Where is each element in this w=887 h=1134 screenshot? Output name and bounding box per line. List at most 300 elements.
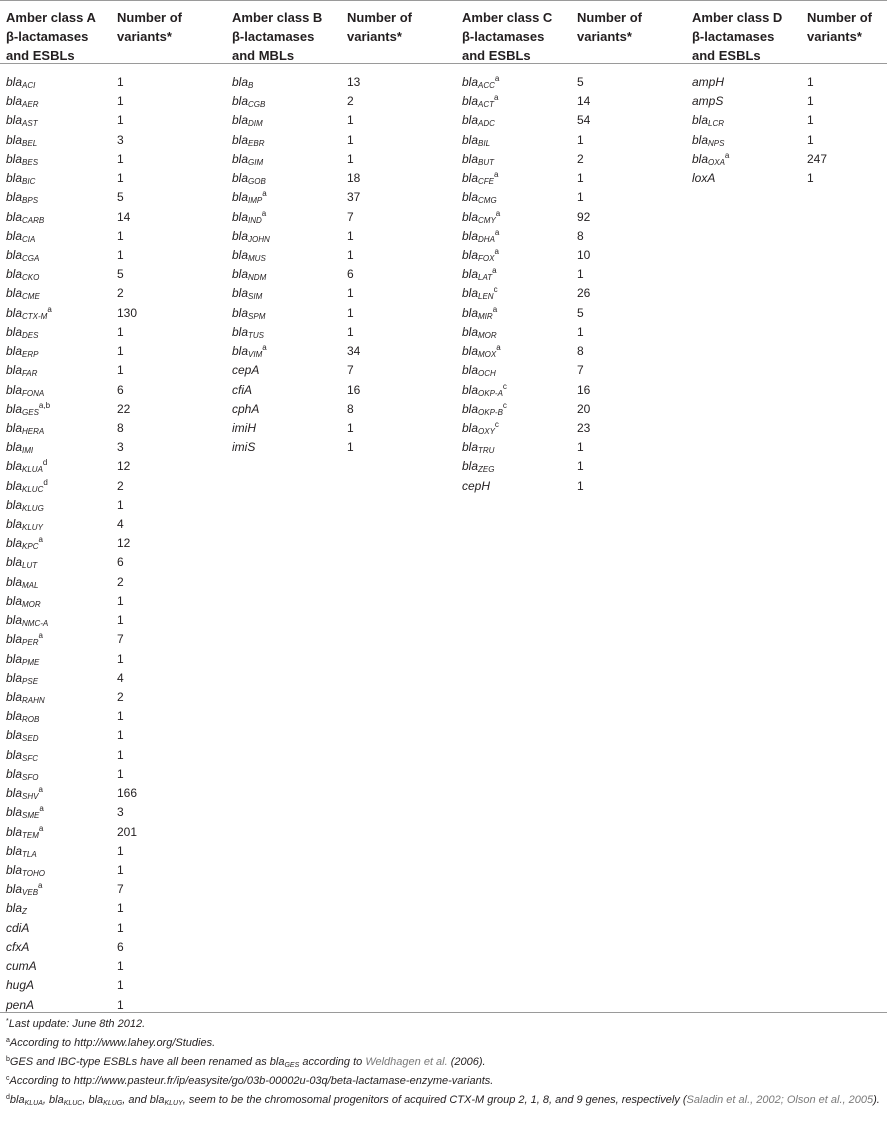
gene-name (692, 73, 724, 92)
gene-base: bla (6, 613, 23, 628)
variant-count: 37 (347, 190, 361, 205)
table-row (6, 131, 236, 150)
gene-name (6, 208, 44, 227)
variant-count: 1 (347, 420, 354, 435)
table-row (232, 111, 462, 130)
gene-name (462, 131, 490, 150)
gene-base: bla (462, 382, 479, 397)
citation-link[interactable]: Weldhagen et al. (365, 1056, 448, 1068)
variant-count: 1 (347, 286, 354, 301)
gene-subscript: AST (22, 119, 38, 129)
table-row (6, 265, 236, 284)
header-class-c (462, 8, 552, 65)
table-row (692, 169, 887, 188)
gene-name (6, 304, 52, 323)
footnote-mark: a (38, 881, 43, 891)
gene-name (692, 169, 715, 188)
variant-count: 5 (117, 267, 124, 282)
variant-count: 8 (347, 401, 354, 416)
gene-base: bla (462, 459, 479, 474)
gene-name (6, 400, 50, 419)
gene-base: ampH (692, 75, 725, 89)
table-row (6, 515, 236, 534)
gene-name (6, 477, 48, 496)
header-class-b (232, 8, 322, 65)
gene-subscript: CGB (248, 100, 266, 110)
footnote-mark: * (6, 1018, 9, 1025)
footnote-mark: a (261, 208, 267, 218)
gene-name (6, 169, 35, 188)
gene-name (232, 131, 264, 150)
gene-name (692, 111, 724, 130)
variant-count: 1 (117, 497, 124, 512)
gene-name (232, 438, 255, 457)
gene-subscript: CARB (22, 215, 45, 225)
header-line: Number of (807, 10, 872, 25)
table-row (462, 284, 692, 303)
gene-name (232, 73, 253, 92)
variant-count: 1 (117, 75, 124, 89)
gene-subscript: DIM (248, 119, 263, 129)
table-row (6, 496, 236, 515)
gene-subscript: ACI (22, 81, 36, 90)
gene-subscript: MOX (478, 350, 497, 360)
variant-count: 1 (117, 843, 124, 858)
table-row (6, 842, 236, 861)
header-count-b (347, 8, 412, 46)
table-row (462, 208, 692, 227)
variant-count: 1 (807, 171, 814, 186)
gene-name (6, 419, 44, 438)
gene-name (462, 457, 494, 476)
gene-name (6, 938, 29, 957)
gene-base: bla (6, 497, 23, 512)
footnote-text: Last update: June 8th 2012. (8, 1018, 146, 1030)
gene-name (462, 208, 500, 227)
table-row (6, 323, 236, 342)
variant-count: 7 (347, 209, 354, 224)
gene-subscript: PME (22, 657, 40, 667)
variant-count: 26 (577, 286, 591, 301)
gene-base: bla (6, 305, 23, 320)
table-row (232, 323, 462, 342)
header-line: β-lactamases (462, 29, 545, 44)
footnote-mark: a (494, 170, 499, 180)
variant-count: 1 (117, 766, 124, 781)
table-row (232, 265, 462, 284)
gene-subscript: KPC (22, 542, 39, 552)
table-row (6, 803, 236, 822)
gene-base: bla (6, 478, 23, 493)
gene-base: bla (6, 171, 23, 186)
variant-count: 7 (117, 882, 124, 897)
gene-name (462, 150, 494, 169)
header-line: β-lactamases (232, 29, 315, 44)
gene-subscript: B (248, 81, 254, 90)
gene-base: bla (6, 75, 23, 89)
variant-count: 1 (347, 113, 354, 128)
header-line: Number of (347, 10, 412, 25)
table-row (232, 188, 462, 207)
table-row (6, 746, 236, 765)
variant-count: 6 (347, 267, 354, 282)
variant-count: 1 (347, 324, 354, 339)
variant-count: 2 (117, 286, 124, 301)
gene-base: bla (6, 190, 23, 205)
gene-base: bla (462, 344, 479, 359)
gene-base: bla (462, 190, 479, 205)
gene-name (6, 515, 43, 534)
table-row (462, 188, 692, 207)
gene-subscript: CTX-M (22, 311, 48, 321)
gene-name (6, 534, 43, 553)
gene-name (6, 688, 45, 707)
gene-name (232, 227, 270, 246)
variant-count: 1 (117, 363, 124, 378)
table-row (232, 246, 462, 265)
gene-subscript: MOR (22, 599, 41, 609)
gene-name (462, 323, 497, 342)
gene-base: bla (6, 228, 23, 243)
table-row (692, 111, 887, 130)
gene-subscript: BIL (478, 138, 491, 148)
gene-subscript: NDM (248, 273, 267, 283)
gene-base: bla (462, 286, 479, 301)
variant-count: 12 (117, 536, 131, 551)
footnote-mark: d (42, 458, 48, 468)
gene-name (232, 284, 262, 303)
table-row (6, 208, 236, 227)
table-row (692, 73, 887, 92)
gene-subscript: FONA (22, 388, 45, 398)
gene-name (232, 150, 263, 169)
variant-count: 7 (347, 363, 354, 378)
gene-name (6, 899, 27, 918)
gene-base: bla (6, 401, 23, 416)
gene-base: bla (462, 75, 479, 89)
variant-count: 92 (577, 209, 591, 224)
gene-name (6, 150, 38, 169)
gene-base: imiH (232, 420, 256, 435)
footnote-mark: c (494, 419, 499, 429)
footnote-mark: a (262, 343, 267, 353)
variant-count: 1 (347, 440, 354, 455)
gene-base: bla (6, 382, 23, 397)
gene-name (232, 111, 263, 130)
citation-link[interactable]: Olson et al., 2005 (786, 1094, 874, 1106)
header-line: Amber class A (6, 10, 96, 25)
gene-subscript: MAL (22, 580, 39, 590)
header-line: β-lactamases (6, 29, 89, 44)
footnote-text: , bla (82, 1094, 104, 1106)
gene-name (232, 342, 267, 361)
gene-subscript: IMI (22, 446, 34, 456)
gene-subscript: LEN (478, 292, 494, 302)
variant-count: 1 (577, 440, 584, 455)
table-row (692, 92, 887, 111)
gene-name (6, 669, 38, 688)
citation-link[interactable]: Saladin et al., 2002; (686, 1094, 784, 1106)
footnote-mark: a (492, 266, 497, 276)
gene-subscript: LAT (478, 273, 493, 283)
header-line: Number of (117, 10, 182, 25)
gene-base: bla (232, 305, 249, 320)
table-row (6, 400, 236, 419)
variant-count: 6 (117, 555, 124, 570)
gene-name (232, 92, 265, 111)
header-count-a (117, 8, 182, 46)
gene-subscript: OCH (478, 369, 496, 379)
gene-name (6, 726, 38, 745)
table-row (6, 650, 236, 669)
gene-name (6, 246, 39, 265)
table-row (462, 381, 692, 400)
gene-subscript: DHA (478, 234, 495, 244)
table-row (232, 304, 462, 323)
variant-count: 247 (807, 151, 828, 166)
variant-count: 1 (347, 305, 354, 320)
gene-base: bla (232, 132, 249, 147)
gene-subscript: SIM (248, 292, 263, 302)
table-row (6, 784, 236, 803)
footnote-mark: a (38, 631, 43, 641)
gene-base: bla (6, 862, 23, 877)
gene-base: bla (462, 171, 479, 186)
gene-name (6, 650, 39, 669)
table-row (6, 361, 236, 380)
gene-subscript: KLUG (22, 503, 44, 513)
gene-base: cepA (232, 363, 260, 378)
variant-count: 34 (347, 344, 361, 359)
footnotes (6, 1016, 882, 1111)
gene-base: bla (232, 267, 249, 282)
variant-count: 1 (117, 344, 124, 359)
table-row (6, 92, 236, 111)
footnote-mark: a,b (38, 400, 51, 410)
variant-count: 1 (347, 228, 354, 243)
footnote-mark: a (38, 535, 43, 545)
table-row (462, 92, 692, 111)
table-row (462, 111, 692, 130)
table-row (462, 304, 692, 323)
footnote-subscript: KLUY (164, 1100, 183, 1107)
footnote-b (6, 1054, 882, 1070)
table-row (6, 246, 236, 265)
gene-subscript: ADC (478, 119, 495, 129)
variant-count: 1 (117, 171, 124, 186)
gene-subscript: OXY (478, 426, 495, 436)
gene-name (6, 592, 41, 611)
footnote-text: According to http://www.pasteur.fr/ip/easysite/go/03b-00002u-03q/beta-lactamase-enzyme-variants. (9, 1075, 494, 1087)
footnote-text: , and bla (122, 1094, 165, 1106)
table-row (6, 726, 236, 745)
header-count-d (807, 8, 872, 46)
variant-count: 12 (117, 459, 131, 474)
gene-base: bla (6, 440, 23, 455)
header-line: Amber class C (462, 10, 553, 25)
gene-base: bla (232, 94, 249, 109)
table-row (462, 73, 692, 92)
gene-name (462, 227, 499, 246)
gene-subscript: CKO (22, 273, 40, 283)
gene-base: bla (462, 324, 479, 339)
variant-count: 22 (117, 401, 131, 416)
gene-name (692, 150, 729, 169)
footnote-mark: c (493, 285, 498, 295)
variant-count: 201 (117, 824, 138, 839)
gene-base: bla (6, 420, 23, 435)
gene-base: bla (6, 247, 23, 262)
variant-count: 13 (347, 75, 361, 89)
gene-name (462, 304, 497, 323)
gene-base: bla (232, 324, 249, 339)
gene-subscript: MOR (478, 330, 497, 340)
gene-name (462, 92, 498, 111)
gene-name (462, 111, 495, 130)
gene-name (6, 361, 37, 380)
gene-name (6, 880, 42, 899)
gene-base: bla (6, 459, 23, 474)
table-row (232, 342, 462, 361)
footnote-mark: a (492, 304, 498, 314)
gene-subscript: VEB (22, 888, 39, 898)
gene-name (232, 169, 266, 188)
variant-count: 14 (577, 94, 591, 109)
gene-base: cfiA (232, 382, 253, 397)
footnote-a (6, 1035, 882, 1051)
gene-subscript: BPS (22, 196, 39, 206)
footnote-mark: d (43, 477, 48, 487)
gene-base: cfxA (6, 939, 30, 954)
gene-name (462, 477, 490, 496)
gene-base: bla (232, 344, 249, 359)
gene-subscript: NMC-A (22, 619, 49, 629)
gene-base: bla (692, 132, 709, 147)
gene-subscript: CIA (22, 234, 36, 244)
gene-name (6, 188, 38, 207)
table-row (6, 823, 236, 842)
table-row (462, 457, 692, 476)
gene-base: bla (6, 267, 23, 282)
table-row (6, 880, 236, 899)
gene-base: bla (6, 209, 23, 224)
table-row (6, 707, 236, 726)
gene-subscript: AER (22, 100, 39, 110)
footnote-subscript: KLUA (24, 1100, 43, 1107)
table-row (6, 227, 236, 246)
gene-subscript: OXA (708, 157, 725, 167)
gene-subscript: PSE (22, 676, 39, 686)
variant-count: 1 (577, 267, 584, 282)
gene-subscript: SFC (22, 753, 39, 763)
gene-base: bla (6, 805, 23, 820)
variant-count: 6 (117, 382, 124, 397)
gene-subscript: SPM (248, 311, 266, 321)
gene-base: bla (462, 267, 479, 282)
variant-count: 16 (577, 382, 591, 397)
gene-name (6, 92, 38, 111)
footnote-divider (0, 1012, 887, 1013)
table-row (6, 150, 236, 169)
gene-name (692, 131, 724, 150)
variant-count: 2 (117, 478, 124, 493)
variant-count: 16 (347, 382, 361, 397)
gene-base: bla (6, 113, 23, 128)
variant-count: 1 (117, 228, 124, 243)
footnote-subscript: KLUG (103, 1100, 123, 1107)
column-class-c (462, 73, 692, 496)
variant-count: 54 (577, 113, 591, 128)
footnote-mark: c (6, 1075, 10, 1082)
gene-base: bla (462, 363, 479, 378)
table-row (6, 688, 236, 707)
gene-name (232, 381, 252, 400)
table-row (6, 534, 236, 553)
table-row (6, 438, 236, 457)
header-line: and ESBLs (692, 48, 761, 63)
gene-name (462, 342, 501, 361)
gene-base: cdiA (6, 920, 30, 935)
gene-subscript: ACT (478, 100, 495, 110)
variant-count: 1 (347, 247, 354, 262)
variant-count: 2 (117, 574, 124, 589)
gene-subscript: ACC (478, 81, 495, 90)
gene-subscript: KLUA (22, 465, 43, 475)
gene-name (6, 630, 43, 649)
gene-subscript: FAR (22, 369, 38, 379)
gene-name (6, 611, 48, 630)
gene-name (462, 361, 496, 380)
gene-subscript: CMY (478, 215, 496, 225)
variant-count: 5 (577, 305, 584, 320)
table-row (232, 284, 462, 303)
gene-subscript: Z (22, 907, 27, 917)
gene-base: bla (462, 113, 479, 128)
table-row (6, 899, 236, 918)
footnote-mark: a (6, 1037, 10, 1044)
gene-subscript: CFE (478, 177, 495, 187)
gene-base: bla (6, 882, 23, 897)
gene-subscript: KLUY (22, 523, 43, 533)
gene-name (462, 188, 497, 207)
gene-name (6, 842, 37, 861)
gene-subscript: NPS (708, 138, 725, 148)
gene-name (6, 553, 37, 572)
variant-count: 1 (807, 113, 814, 128)
gene-base: bla (6, 574, 23, 589)
table-row (232, 208, 462, 227)
variant-count: 1 (347, 132, 354, 147)
header-line: and ESBLs (462, 48, 531, 63)
footnote-mark: a (494, 227, 500, 237)
variant-count: 1 (117, 920, 124, 935)
variant-count: 10 (577, 247, 591, 262)
footnote-mark: a (494, 93, 499, 103)
gene-base: bla (6, 824, 23, 839)
gene-subscript: ROB (22, 715, 40, 725)
gene-subscript: TLA (22, 849, 37, 859)
gene-subscript: GIM (248, 157, 264, 167)
variant-count: 1 (577, 190, 584, 205)
variant-count: 14 (117, 209, 131, 224)
gene-subscript: KLUC (22, 484, 44, 494)
gene-subscript: DES (22, 330, 39, 340)
table-row (232, 400, 462, 419)
gene-base: bla (462, 401, 479, 416)
table-row (232, 169, 462, 188)
gene-base: bla (6, 651, 23, 666)
table-row (6, 284, 236, 303)
